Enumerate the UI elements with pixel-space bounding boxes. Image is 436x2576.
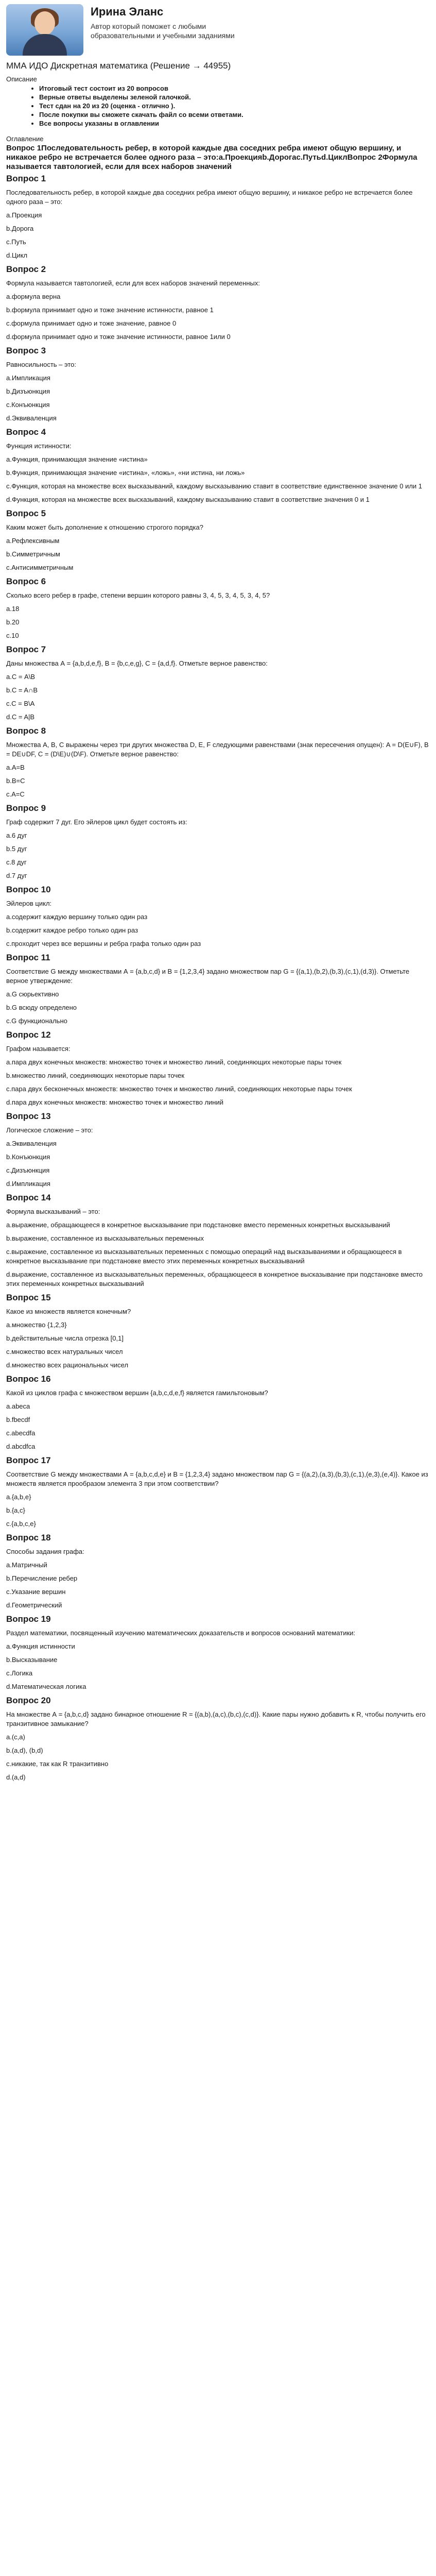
answer-option: c.формула принимает одно и тоже значение, равное 0 bbox=[6, 319, 177, 327]
answer-option: a.Функция истинности bbox=[6, 1642, 75, 1650]
question-title: Вопрос 6 bbox=[6, 577, 46, 586]
answer-option: a.Матричный bbox=[6, 1561, 47, 1569]
question-title: Вопрос 19 bbox=[6, 1614, 51, 1624]
description-item: • После покупки вы сможете скачать файл со всеми ответами. bbox=[39, 110, 430, 119]
question-block bbox=[6, 1111, 430, 1189]
answer-option: c.C = B\A bbox=[6, 700, 35, 707]
question-text: Формула высказываний – это: bbox=[6, 1208, 100, 1215]
question-text: Даны множества А = {a,b,d,e,f}, B = {b,c,e,g}, C = {a,d,f}. Отметьте верное равенство: bbox=[6, 659, 268, 667]
question-text: Последовательность ребер, в которой каждые два соседних ребра имеют общую вершину, и никакое ребро не встречается более одного раза – это: bbox=[6, 189, 413, 206]
answer-option: d.7 дуг bbox=[6, 872, 27, 879]
question-text: Каким может быть дополнение к отношению строгого порядка? bbox=[6, 523, 203, 531]
question-text: Сколько всего ребер в графе, степени вершин которого равны 3, 4, 5, 3, 4, 5, 3, 4, 5? bbox=[6, 591, 270, 599]
question-text: Эйлеров цикл: bbox=[6, 900, 52, 907]
answer-option: a.abeca bbox=[6, 1402, 30, 1410]
question-title: Вопрос 7 bbox=[6, 645, 46, 654]
answer-option: b.формула принимает одно и тоже значение истинности, равное 1 bbox=[6, 306, 214, 314]
question-block bbox=[6, 803, 430, 880]
question-block bbox=[6, 1533, 430, 1610]
question-title: Вопрос 17 bbox=[6, 1455, 51, 1465]
answer-option: d.формула принимает одно и тоже значение истинности, равное 1или 0 bbox=[6, 333, 231, 341]
question-block bbox=[6, 726, 430, 799]
answer-option: a.Функция, принимающая значение «истина» bbox=[6, 455, 148, 463]
answer-option: b.Конъюнкция bbox=[6, 1153, 50, 1161]
answer-option: c.G функционально bbox=[6, 1017, 67, 1025]
answer-option: b.B=C bbox=[6, 777, 25, 785]
question-block bbox=[6, 427, 430, 504]
questions-list bbox=[6, 174, 430, 1782]
question-title: Вопрос 1 bbox=[6, 174, 46, 183]
answer-option: b.Симметричным bbox=[6, 550, 60, 558]
question-block bbox=[6, 885, 430, 948]
document-title: ММА ИДО Дискретная математика (Решение → 44955) bbox=[6, 61, 231, 71]
question-title: Вопрос 5 bbox=[6, 509, 46, 518]
question-block bbox=[6, 509, 430, 572]
answer-option: b.Дизъюнкция bbox=[6, 387, 50, 395]
answer-option: c.Дизъюнкция bbox=[6, 1166, 50, 1174]
question-text: Соответствие G между множествами А = {a,b,c,d} и B = {1,2,3,4} задано множеством пар G = {(a,1),(b,2),(b,3),(c,1),(d,3)}. Отметьте верное утверждение: bbox=[6, 968, 410, 985]
answer-option: a.6 дуг bbox=[6, 832, 27, 839]
description-list bbox=[6, 84, 430, 128]
question-text: Равносильность – это: bbox=[6, 361, 76, 368]
question-block bbox=[6, 953, 430, 1026]
answer-option: c.Функция, которая на множестве всех высказываний, каждому высказыванию ставит в соответствие единственное значение 0 или 1 bbox=[6, 482, 423, 490]
answer-option: b.C = A∩B bbox=[6, 686, 38, 694]
question-text: Функция истинности: bbox=[6, 442, 72, 450]
answer-option: d.Цикл bbox=[6, 251, 28, 259]
answer-option: a.формула верна bbox=[6, 293, 61, 300]
answer-option: c.Указание вершин bbox=[6, 1588, 66, 1596]
question-block bbox=[6, 346, 430, 423]
author-info bbox=[91, 4, 266, 40]
answer-option: d.множество всех рациональных чисел bbox=[6, 1361, 129, 1369]
answer-option: b.Перечисление ребер bbox=[6, 1574, 78, 1582]
author-avatar[interactable] bbox=[6, 4, 83, 56]
answer-option: a.пара двух конечных множеств: множество точек и множество линий, соединяющих некоторые пары точек bbox=[6, 1058, 342, 1066]
answer-option: b.выражение, составленное из высказывательных переменных bbox=[6, 1234, 204, 1242]
question-block bbox=[6, 577, 430, 640]
answer-option: d.пара двух конечных множеств: множество точек и множество линий bbox=[6, 1098, 224, 1106]
answer-option: b.(a,d), (b,d) bbox=[6, 1747, 43, 1754]
question-title: Вопрос 2 bbox=[6, 264, 46, 274]
answer-option: b.fbecdf bbox=[6, 1416, 30, 1423]
question-text: Раздел математики, посвященный изучению математических доказательств и вопросов оснований математики: bbox=[6, 1629, 356, 1637]
answer-option: a.18 bbox=[6, 605, 20, 613]
answer-option: c.Логика bbox=[6, 1669, 33, 1677]
answer-option: a.содержит каждую вершину только один раз bbox=[6, 913, 148, 921]
answer-option: d.(a,d) bbox=[6, 1773, 26, 1781]
answer-option: d.Математическая логика bbox=[6, 1683, 86, 1690]
question-text: Граф содержит 7 дуг. Его эйлеров цикл будет состоять из: bbox=[6, 818, 187, 826]
question-text: На множестве А = {a,b,c,d} задано бинарное отношение R = {(a,b),(a,c),(b,c),(c,d)}. Какие пары нужно добавить к R, чтобы получить его транзитивное замыкание? bbox=[6, 1710, 426, 1727]
answer-option: c.abecdfa bbox=[6, 1429, 36, 1437]
question-title: Вопрос 9 bbox=[6, 803, 46, 813]
author-description: Автор который поможет с любыми образовательными и учебными заданиями bbox=[91, 22, 235, 40]
question-title: Вопрос 10 bbox=[6, 885, 51, 894]
answer-option: a.множество {1,2,3} bbox=[6, 1321, 67, 1329]
question-title: Вопрос 11 bbox=[6, 953, 50, 962]
question-title: Вопрос 20 bbox=[6, 1696, 51, 1705]
answer-option: a.A=B bbox=[6, 764, 25, 771]
answer-option: c.пара двух бесконечных множеств: множество точек и множество линий, соединяющих некоторые пары точек bbox=[6, 1085, 352, 1093]
answer-option: a.G сюрьективно bbox=[6, 990, 59, 998]
toc-label: Оглавление bbox=[6, 135, 44, 143]
question-text: Способы задания графа: bbox=[6, 1548, 84, 1555]
question-block bbox=[6, 1030, 430, 1107]
answer-option: b.содержит каждое ребро только один раз bbox=[6, 926, 138, 934]
description-item: • Все вопросы указаны в оглавлении bbox=[39, 119, 430, 128]
question-block bbox=[6, 1696, 430, 1782]
answer-option: c.8 дуг bbox=[6, 858, 27, 866]
answer-option: c.Конъюнкция bbox=[6, 401, 50, 409]
question-title: Вопрос 3 bbox=[6, 346, 46, 355]
answer-option: c.проходит через все вершины и ребра графа только один раз bbox=[6, 940, 201, 947]
question-title: Вопрос 14 bbox=[6, 1193, 51, 1202]
question-block bbox=[6, 1293, 430, 1370]
answer-option: b.действительные числа отрезка [0,1] bbox=[6, 1334, 124, 1342]
answer-option: a.Рефлексивным bbox=[6, 537, 60, 545]
author-block bbox=[6, 4, 430, 56]
question-text: Множества A, B, C выражены через три других множества D, E, F следующими равенствами (знак пересечения опущен): A = D(E∪F), B = DE∪DF, C = (D\E)∪(D\F). Отметьте верное равенство: bbox=[6, 741, 429, 758]
author-name[interactable]: Ирина Эланс bbox=[91, 5, 164, 18]
answer-option: c.множество всех натуральных чисел bbox=[6, 1348, 123, 1355]
answer-option: b.Дорога bbox=[6, 225, 34, 232]
answer-option: d.abcdfca bbox=[6, 1443, 36, 1450]
question-text: Какое из множеств является конечным? bbox=[6, 1308, 131, 1315]
answer-option: b.Функция, принимающая значение «истина», «ложь», «ни истина, ни ложь» bbox=[6, 469, 245, 477]
answer-option: d.C = A|B bbox=[6, 713, 35, 721]
answer-option: c.A=C bbox=[6, 790, 25, 798]
question-text: Соответствие G между множествами А = {a,b,c,d,e} и B = {1,2,3,4} задано множеством пар G = {(a,2),(a,3),(b,3),(c,1),(e,3),(e,4)}. Какое из множеств является прообразом элемента 3 при этом соответствии? bbox=[6, 1470, 428, 1487]
answer-option: d.Геометрический bbox=[6, 1601, 62, 1609]
answer-option: a.Импликация bbox=[6, 374, 50, 382]
question-text: Формула называется тавтологией, если для всех наборов значений переменных: bbox=[6, 279, 260, 287]
question-text: Логическое сложение – это: bbox=[6, 1126, 93, 1134]
answer-option: c.выражение, составленное из высказывательных переменных с помощью операций над высказываниями и обращающееся в конкретное высказывание при подстановке вместо этих переменных конкретных высказываний bbox=[6, 1248, 402, 1265]
question-block bbox=[6, 1193, 430, 1289]
question-block bbox=[6, 1614, 430, 1691]
toc-text: Вопрос 1Последовательность ребер, в которой каждые два соседних ребра имеют общую вершину, и никакое ребро не встречается более одного раза – это:a.Проекцияb.Дорогаc.Путьd.ЦиклВопрос 2Формула называется тавтологией, если для всех наборов значений bbox=[6, 144, 417, 171]
description-item: • Верные ответы выделены зеленой галочкой. bbox=[39, 93, 430, 101]
answer-option: b.Высказывание bbox=[6, 1656, 58, 1664]
question-block bbox=[6, 1455, 430, 1529]
answer-option: b.множество линий, соединяющих некоторые пары точек bbox=[6, 1072, 185, 1079]
question-block bbox=[6, 1374, 430, 1451]
question-title: Вопрос 18 bbox=[6, 1533, 51, 1543]
answer-option: c.{a,b,c,e} bbox=[6, 1520, 36, 1528]
answer-option: d.выражение, составленное из высказывательных переменных, обращающееся в конкретное высказывание при подстановке вместо этих переменных конкретных высказываний bbox=[6, 1270, 423, 1287]
answer-option: a.Эквиваленция bbox=[6, 1140, 57, 1147]
answer-option: d.Импликация bbox=[6, 1180, 50, 1188]
question-text: Какой из циклов графа с множеством вершин {a,b,c,d,e,f} является гамильтоновым? bbox=[6, 1389, 268, 1397]
answer-option: d.Эквиваленция bbox=[6, 414, 57, 422]
answer-option: a.выражение, обращающееся в конкретное высказывание при подстановке вместо переменных конкретных высказываний bbox=[6, 1221, 390, 1229]
question-title: Вопрос 8 bbox=[6, 726, 46, 736]
description-item: • Тест сдан на 20 из 20 (оценка - отлично ). bbox=[39, 101, 430, 110]
answer-option: a.(c,a) bbox=[6, 1733, 25, 1741]
question-title: Вопрос 16 bbox=[6, 1374, 51, 1384]
answer-option: a.С = А\B bbox=[6, 673, 35, 681]
answer-option: c.никакие, так как R транзитивно bbox=[6, 1760, 109, 1768]
question-block bbox=[6, 264, 430, 342]
answer-option: b.20 bbox=[6, 618, 20, 626]
answer-option: c.10 bbox=[6, 632, 19, 639]
answer-option: a.{a,b,e} bbox=[6, 1493, 31, 1501]
description-item: • Итоговый тест состоит из 20 вопросов bbox=[39, 84, 430, 93]
question-title: Вопрос 15 bbox=[6, 1293, 51, 1302]
question-block bbox=[6, 174, 430, 260]
answer-option: c.Антисимметричным bbox=[6, 564, 74, 571]
question-text: Графом называется: bbox=[6, 1045, 71, 1053]
question-block bbox=[6, 645, 430, 722]
answer-option: b.5 дуг bbox=[6, 845, 27, 853]
question-title: Вопрос 13 bbox=[6, 1111, 51, 1121]
description-label: Описание bbox=[6, 75, 37, 83]
answer-option: c.Путь bbox=[6, 238, 26, 246]
answer-option: a.Проекция bbox=[6, 211, 42, 219]
answer-option: b.{a,c} bbox=[6, 1506, 25, 1514]
question-title: Вопрос 4 bbox=[6, 427, 46, 437]
answer-option: d.Функция, которая на множестве всех высказываний, каждому высказыванию ставит в соответствие значения 0 и 1 bbox=[6, 496, 370, 503]
question-title: Вопрос 12 bbox=[6, 1030, 51, 1040]
answer-option: b.G всюду определено bbox=[6, 1004, 77, 1011]
